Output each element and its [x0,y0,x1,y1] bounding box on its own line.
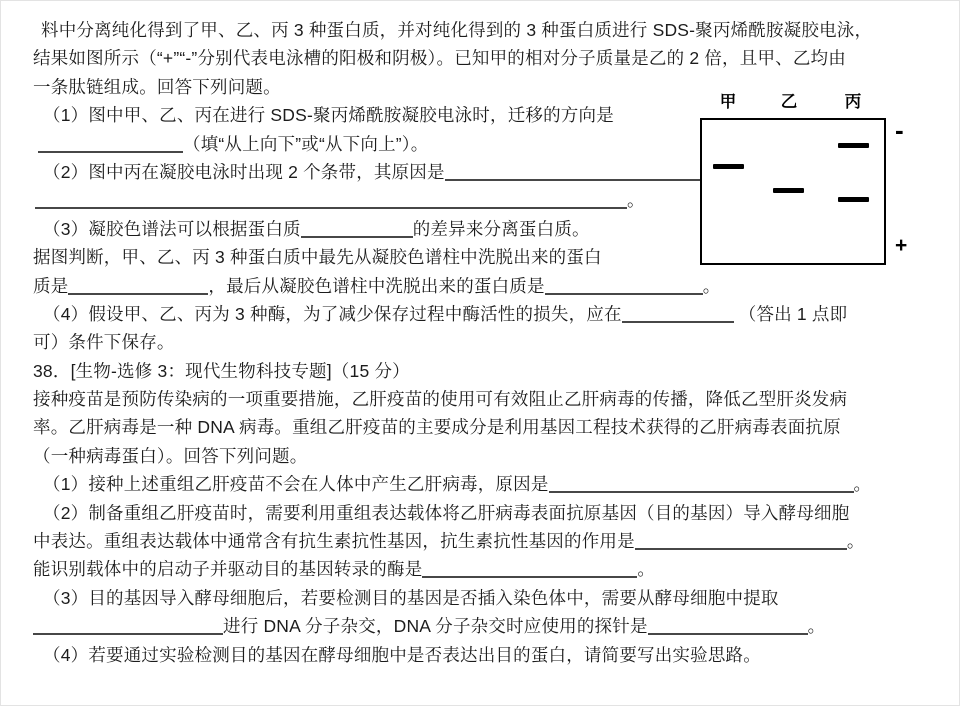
text-run: ，最后从凝胶色谱柱中洗脱出来的蛋白质是 [208,275,545,296]
text-run: 质是 [33,275,69,296]
answer-blank [635,532,847,550]
positive-electrode-label: + [895,234,908,257]
line-intro-2 [33,44,933,72]
text-run: （答出 1 点即 [733,303,848,324]
text-run: 结果如图所示（“+”“-”分别代表电泳槽的阳极和阴极）。已知甲的相对分子质量是乙的 2 倍，且甲、乙均由 [33,48,846,69]
line-q38-title [33,357,933,385]
lane-label-3: 丙 [844,93,862,111]
line-38q3-b [33,612,933,640]
answer-blank [68,277,208,295]
text-run: （4）假设甲、乙、丙为 3 种酶，为了减少保存过程中酶活性的损失，应在 [43,303,622,324]
text-run: 。 [627,190,645,211]
text-run: 。 [702,275,721,296]
text-run: （2）制备重组乙肝疫苗时，需要利用重组表达载体将乙肝病毒表面抗原基因（目的基因）导入酵母细胞 [43,502,850,523]
answer-blank [35,191,627,209]
text-run: （2）图中丙在凝胶电泳时出现 2 个条带，其原因是 [43,161,445,182]
text-run: （1）图中甲、乙、丙在进行 SDS-聚丙烯酰胺凝胶电泳时，迁移的方向是 [43,105,614,126]
text-run: 可）条件下保存。 [33,332,175,353]
line-38q2-a [33,499,933,527]
answer-blank [549,475,854,493]
text-run: 进行 DNA 分子杂交，DNA 分子杂交时应使用的探针是 [223,616,648,637]
text-run: （3）目的基因导入酵母细胞后，若要检测目的基因是否插入染色体中，需要从酵母细胞中提取 [43,587,779,608]
text-run: 。 [846,531,865,552]
text-run: （一种病毒蛋白）。回答下列问题。 [33,445,308,466]
answer-blank [445,163,713,181]
text-run: 。 [853,474,872,495]
negative-electrode-label: - [895,115,904,145]
text-run: 率。乙肝病毒是一种 DNA 病毒。重组乙肝疫苗的主要成分是利用基因工程技术获得的乙肝病毒表面抗原 [33,417,841,438]
protein-band-丙 [838,197,869,202]
line-38q4 [33,641,933,669]
protein-band-乙 [773,188,804,193]
text-run: （4）若要通过实验检测目的基因在酵母细胞中是否表达出目的蛋白，请简要写出实验思路。 [43,644,761,665]
text-run: 。 [637,559,656,580]
line-38-intro-1 [33,385,933,413]
answer-blank [33,617,223,635]
answer-blank [301,220,413,238]
line-38q3-a [33,584,933,612]
answer-blank [648,617,808,635]
gel-electrophoresis-figure [698,93,916,265]
protein-band-甲 [713,164,744,169]
line-q4-a [33,300,933,328]
lane-label-2: 乙 [780,93,798,111]
line-38-intro-3 [33,442,933,470]
line-intro-1 [33,16,933,44]
answer-blank [422,560,637,578]
text-run: 的差异来分离蛋白质。 [412,218,590,239]
answer-blank [38,135,183,153]
lane-label-1: 甲 [719,93,737,111]
text-run: 能识别载体中的启动子并驱动目的基因转录的酶是 [33,559,423,580]
text-run: （3）凝胶色谱法可以根据蛋白质 [43,218,301,239]
text-run: 中表达。重组表达载体中通常含有抗生素抗性基因，抗生素抗性基因的作用是 [33,531,635,552]
line-38q2-b [33,527,933,555]
answer-blank [622,305,734,323]
text-run: 料中分离纯化得到了甲、乙、丙 3 种蛋白质，并对纯化得到的 3 种蛋白质进行 SDS-聚丙烯酰胺凝胶电泳， [41,20,873,40]
text-run: 。 [807,616,826,637]
line-38-intro-2 [33,413,933,441]
line-38q1 [33,470,933,498]
answer-blank [545,277,703,295]
text-run: 一条肽链组成。回答下列问题。 [33,76,281,97]
line-q3-c [33,272,933,300]
protein-band-丙 [838,143,869,148]
text-run: （1）接种上述重组乙肝疫苗不会在人体中产生乙肝病毒，原因是 [43,474,549,495]
line-q4-b [33,328,933,356]
text-run: 据图判断，甲、乙、丙 3 种蛋白质中最先从凝胶色谱柱中洗脱出来的蛋白 [33,247,602,268]
line-38q2-c [33,555,933,583]
text-run: 38．[生物-选修 3：现代生物科技专题]（15 分） [33,360,410,381]
text-run: （填“从上向下”或“从下向上”）。 [183,133,429,154]
text-run: 接种疫苗是预防传染病的一项重要措施，乙肝疫苗的使用可有效阻止乙肝病毒的传播，降低乙型肝炎发病 [33,389,848,410]
